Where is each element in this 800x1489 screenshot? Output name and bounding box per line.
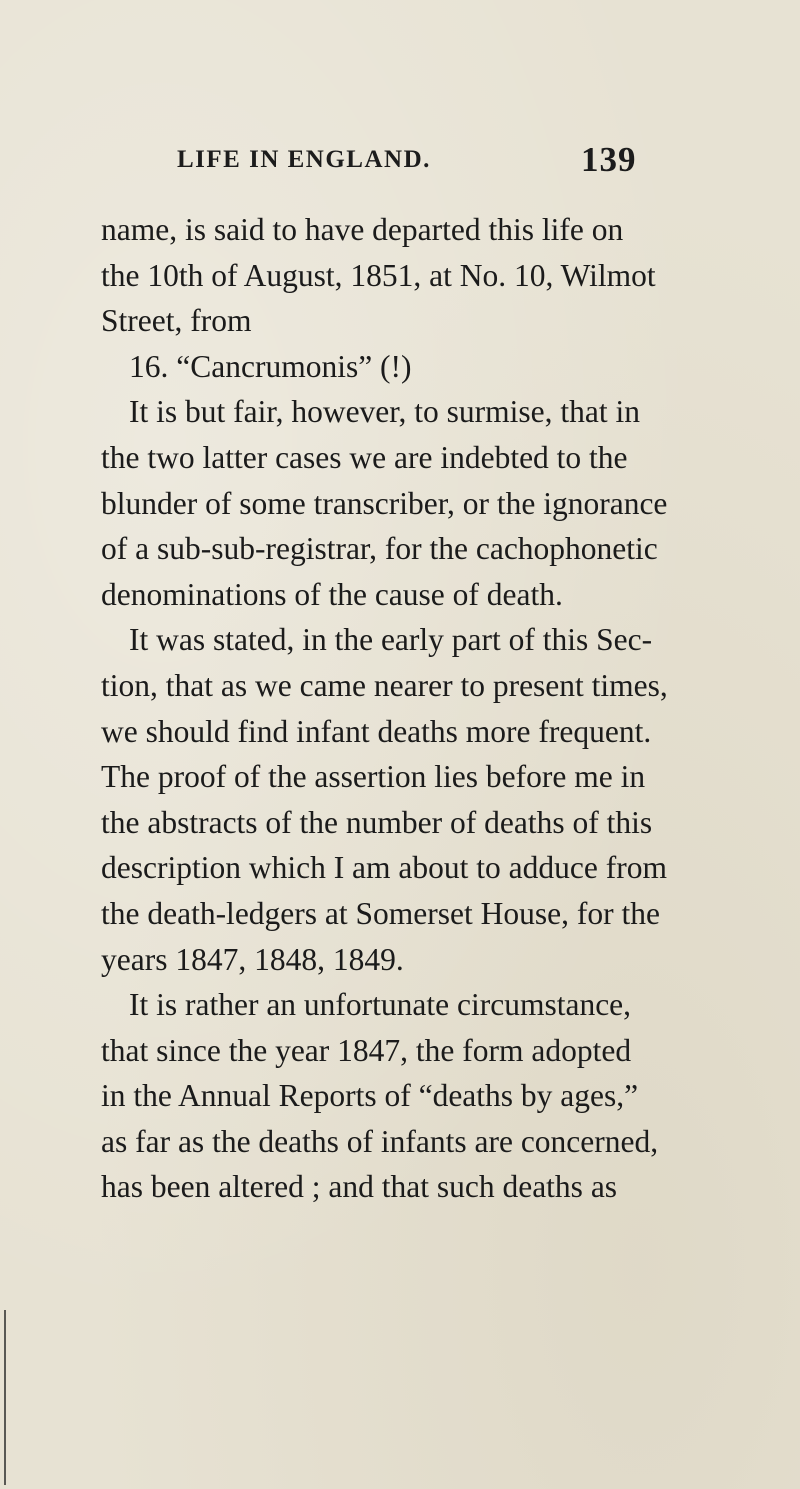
text-line: description which I am about to adduce from [101,850,667,886]
text-line: The proof of the assertion lies before me in [101,759,646,795]
text-line: the two latter cases we are indebted to the [101,439,628,475]
text-line: as far as the deaths of infants are concerned, [101,1123,659,1159]
text-line: has been altered ; and that such deaths as [101,1169,618,1205]
paragraph-start-line: It was stated, in the early part of this Sec- [129,622,653,658]
text-line: tion, that as we came nearer to present times, [101,667,668,703]
text-line: that since the year 1847, the form adopted [101,1032,632,1068]
text-line: denominations of the cause of death. [101,576,563,612]
body-text [101,207,668,1210]
text-line: name, is said to have departed this life on [101,212,624,247]
paragraph-start-line: It is rather an unfortunate circumstance, [129,987,632,1023]
text-line: blunder of some transcriber, or the ignorance [101,485,668,521]
page-header [0,140,800,190]
text-line: we should find infant deaths more frequent. [101,713,652,749]
text-line: 16. “Cancrumonis” (!) [129,348,412,384]
text-line: of a sub-sub-registrar, for the cachophonetic [101,531,658,567]
paragraph-start-line: It is but fair, however, to surmise, that in [129,394,640,430]
text-line: the 10th of August, 1851, at No. 10, Wilmot [101,257,656,293]
text-line: Street, from [101,303,252,339]
text-line: in the Annual Reports of “deaths by ages,” [101,1078,639,1114]
text-line: the abstracts of the number of deaths of this [101,804,653,840]
page-edge-line [4,1310,6,1485]
text-line: years 1847, 1848, 1849. [101,941,404,977]
page-number: 139 [581,140,637,179]
running-title: LIFE IN ENGLAND. [177,146,431,173]
text-line: the death-ledgers at Somerset House, for the [101,895,660,931]
